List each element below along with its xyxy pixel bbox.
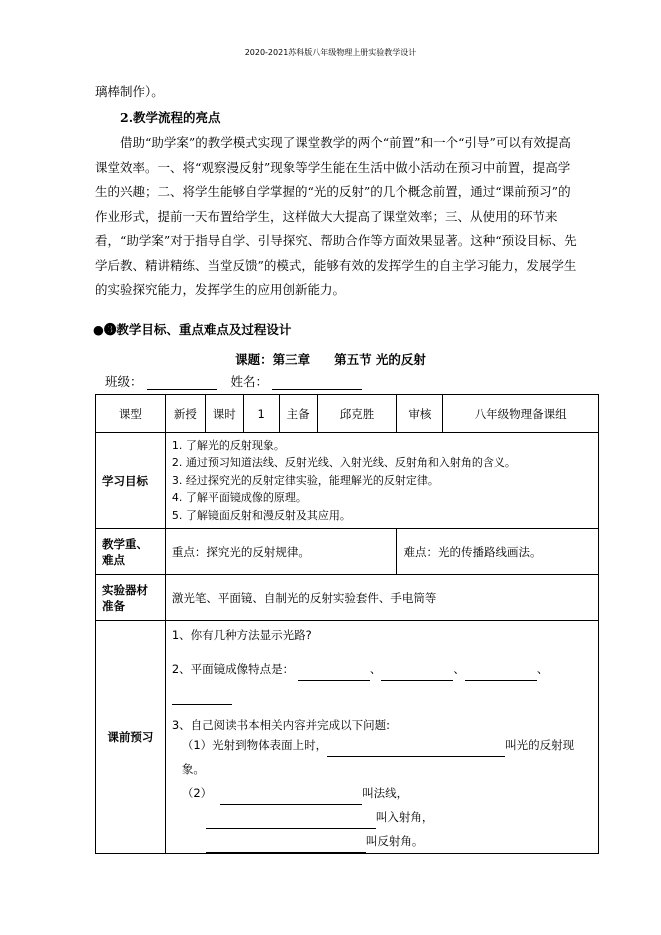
answer-blank[interactable] bbox=[381, 668, 453, 681]
answer-blank[interactable] bbox=[465, 668, 537, 681]
preview-q3-4 bbox=[172, 829, 592, 853]
goal-item: 4. 了解平面镜成像的原理。 bbox=[171, 491, 307, 505]
goal-item: 2. 通过预习知道法线、反射光线、入射光线、反射角和入射角的含义。 bbox=[171, 456, 516, 470]
answer-blank[interactable] bbox=[206, 840, 366, 853]
goal-item: 5. 了解镜面反射和漫反射及其应用。 bbox=[171, 508, 351, 522]
preview-q2: 2、平面镜成像特点是： 、 、 、 bbox=[172, 657, 592, 705]
preview-label: 课前预习 bbox=[96, 621, 166, 854]
cell-review-label: 审核 bbox=[397, 395, 443, 433]
difficult-point: 难点：光的传播路线画法。 bbox=[397, 529, 599, 575]
class-blank[interactable] bbox=[147, 375, 217, 390]
answer-blank[interactable] bbox=[298, 668, 370, 681]
preview-q3: 3、自己阅读书本相关内容并完成以下问题: bbox=[171, 718, 391, 732]
goal-item: 1. 了解光的反射现象。 bbox=[171, 438, 285, 452]
lesson-title bbox=[0, 350, 661, 368]
answer-blank[interactable] bbox=[327, 744, 505, 757]
goal-item: 3. 经过探究光的反射定律实验，能理解光的反射定律。 bbox=[171, 473, 439, 487]
preview-cell bbox=[165, 621, 598, 854]
lesson-title-section: 第五节 光的反射 bbox=[334, 352, 426, 367]
cell-author-label: 主备 bbox=[279, 395, 317, 433]
key-point: 重点：探究光的反射规律。 bbox=[165, 529, 397, 575]
preview-q3-3-suffix: 叫入射角， bbox=[375, 810, 434, 824]
answer-blank[interactable] bbox=[172, 692, 232, 705]
cell-type-label: 课型 bbox=[96, 395, 166, 433]
section-heading: ●❸教学目标、重点难点及过程设计 bbox=[93, 322, 292, 337]
goals-row bbox=[96, 433, 599, 529]
lesson-plan-table bbox=[95, 394, 599, 854]
cell-review-value: 八年级物理备课组 bbox=[443, 395, 599, 433]
name-label: 姓名： bbox=[230, 374, 268, 389]
lesson-title-chapter: 课题：第三章 bbox=[235, 352, 311, 367]
equipment-value: 激光笔、平面镜、自制光的反射实验套件、手电筒等 bbox=[165, 575, 598, 621]
info-row bbox=[96, 395, 599, 433]
class-name-row bbox=[105, 372, 362, 390]
section-2-title: 2.教学流程的亮点 bbox=[120, 110, 221, 125]
keypoints-label: 教学重、难点 bbox=[96, 529, 166, 575]
preview-q3-3 bbox=[172, 805, 592, 829]
cell-period-value: 1 bbox=[243, 395, 279, 433]
cell-type-value: 新授 bbox=[165, 395, 205, 433]
equipment-label: 实验器材准备 bbox=[96, 575, 166, 621]
answer-blank[interactable] bbox=[206, 816, 376, 829]
cell-author-value: 邱克胜 bbox=[317, 395, 397, 433]
preview-q3-2-prefix: （2） bbox=[181, 786, 213, 800]
preview-row bbox=[96, 621, 599, 854]
goals-label: 学习目标 bbox=[96, 433, 166, 529]
page-header: 2020-2021苏科版八年级物理上册实验教学设计 bbox=[244, 48, 417, 57]
answer-blank[interactable] bbox=[220, 792, 362, 805]
equipment-row bbox=[96, 575, 599, 621]
cell-period-label: 课时 bbox=[205, 395, 243, 433]
preview-q2-text: 2、平面镜成像特点是： bbox=[171, 662, 295, 676]
preview-q3-2-suffix: 叫法线， bbox=[362, 786, 409, 800]
keypoints-row bbox=[96, 529, 599, 575]
class-label: 班级： bbox=[105, 374, 143, 389]
preview-q3-1-suffix: 叫光的反射现象。 bbox=[181, 738, 575, 776]
highlights-paragraph: 借助“助学案”的教学模式实现了课堂教学的两个“前置”和一个“引导”可以有效提高课堂效率。一、将“观察漫反射”现象等学生能在生活中做小活动在预习中前置，提高学生的兴趣；二、将学生能够自学掌握的“光的反射”的几个概念前置，通过“课前预习”的作业形式，提前一天布置给学生，这样做大大提高了课堂效率；三、从使用的环节来看，“助学案”对于指导自学、引导探究、帮助合作等方面效果显著。这种“预设目标、先学后教、精讲精练、当堂反馈”的模式，能够有效的发挥学生的自主学习能力，发展学生的实验探究能力，发挥学生的应用创新能力。 bbox=[95, 135, 577, 297]
intro-line: 璃棒制作）。 bbox=[95, 84, 164, 99]
preview-q1: 1、你有几种方法显示光路? bbox=[171, 628, 312, 642]
preview-q3-1-prefix: （1）光射到物体表面上时， bbox=[181, 738, 328, 752]
goals-list bbox=[172, 437, 592, 525]
preview-q3-2 bbox=[172, 781, 592, 805]
goals-cell bbox=[165, 433, 598, 529]
preview-q3-1 bbox=[172, 733, 592, 781]
preview-q3-4-suffix: 叫反射角。 bbox=[365, 834, 424, 848]
name-blank[interactable] bbox=[272, 375, 362, 390]
